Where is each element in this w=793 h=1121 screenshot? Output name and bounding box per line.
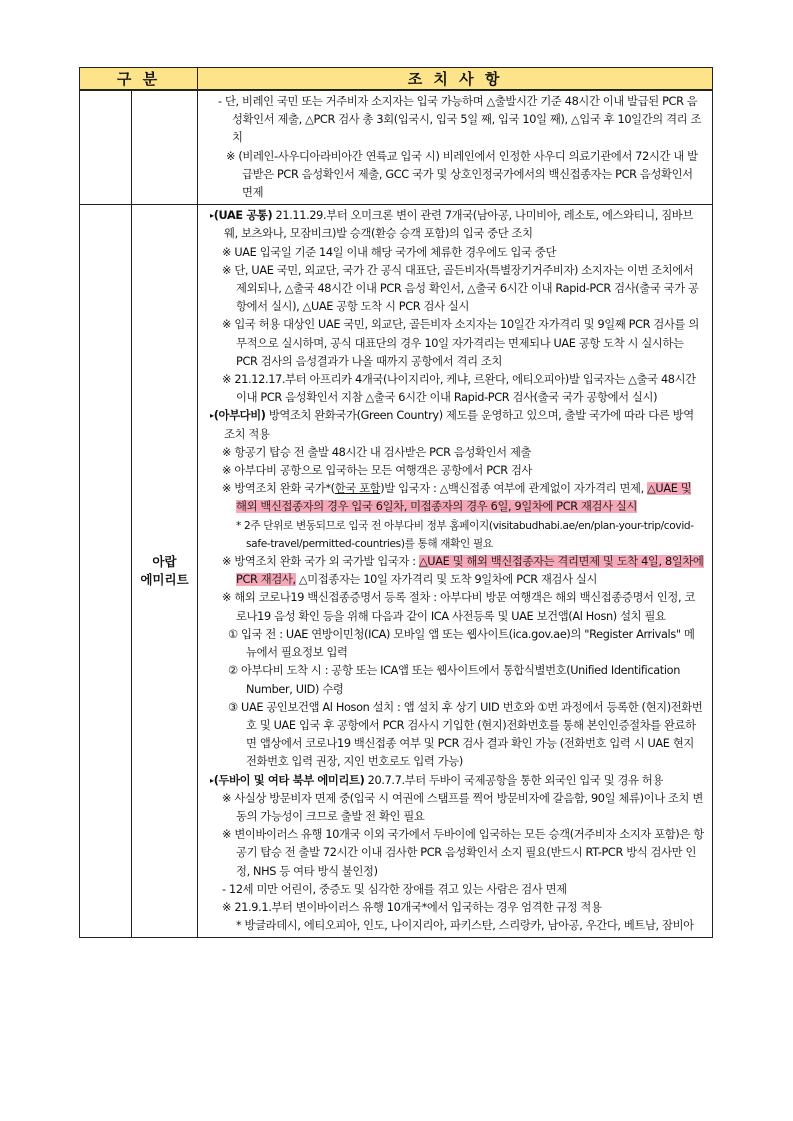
region-cell xyxy=(80,205,132,938)
highlighted-text: △UAE 및 해외 백신접종자는 격리면제 및 도착 4일, 8일차에 PCR 재검사, xyxy=(236,555,704,587)
measures-cell-bahrain xyxy=(198,90,713,205)
section-abudhabi xyxy=(206,407,704,443)
list-item: - 단, 비레인 국민 또는 거주비자 소지자는 입국 가능하며 △출발시간 기준 48시간 이내 발급된 PCR 음성확인서 제출, △PCR 검사 총 3회(입국시, 입국 5일 째, 입국 10일 째), △입국 후 10일간의 격리 조치 xyxy=(218,95,702,145)
text-run: )발 입국자 : △백신접종 여부에 관계없이 자가격리 면제, xyxy=(380,482,648,496)
list-item: ※ 해외 코로나19 백신접종증명서 등록 절차 : 아부다비 방문 여행객은 해외 백신접종증명서 인정, 코로나19 음성 확인 등을 위해 다음과 같이 ICA 사전등록 및 UAE 보건앱(Al Hosn) 설치 필요 xyxy=(222,591,696,623)
step-item: ③ UAE 공인보건앱 Al Hoson 설치 : 앱 설치 후 상기 UID 번호와 ①번 과정에서 등록한 (현지)전화번호 및 UAE 입국 후 공항에서 PCR 검사시 기입한 (현지)전화번호를 통해 본인인증절차를 완료하면 앱상에서 코로나19 백신접종 여부 및 PCR 검사 결과 확인 가능 (전화번호 입력 시 UAE 현지 전화번호 입력 권장, 지인 번호로도 입력 가능) xyxy=(228,700,703,769)
section-title: (UAE 공통) xyxy=(213,209,273,223)
section-title: (아부다비) xyxy=(213,409,266,423)
list-item: ※ 21.9.1.부터 변이바이러스 유행 10개국*에서 입국하는 경우 엄격한 규정 적용 xyxy=(222,900,602,914)
page xyxy=(79,67,713,938)
list-item-other-country xyxy=(206,553,704,589)
list-item: ※ 입국 허용 대상인 UAE 국민, 외교단, 골든비자 소지자는 10일간 자가격리 및 9일째 PCR 검사를 의무적으로 실시하며, 공식 대표단의 경우 10일 자가격리는 면제되나 UAE 공항 도착 시 실시하는 PCR 검사의 음성결과가 나올 때까지 공항에서 격리 조치 xyxy=(222,318,699,368)
highlighted-text: △UAE 및 해외 백신접종자의 경우 입국 6일차, 미접종자의 경우 6일, 9일차에 PCR 재검사 실시 xyxy=(236,482,692,514)
section-dubai xyxy=(206,772,704,790)
country-cell-bahrain xyxy=(132,90,198,205)
footnote: * 2주 단위로 변동되므로 입국 전 아부다비 정부 홈페이지(visitabudhabi.ae/en/plan-your-trip/covid-safe-travel/permitted-countries)를 통해 재확인 필요 xyxy=(236,519,694,550)
section-text: 21.11.29.부터 오미크론 변이 관련 7개국(남아공, 나미비아, 레소토, 에스와티니, 짐바브웨, 보츠와나, 모잠비크)발 승객(환승 승객 포함)의 입국 중단 조치 xyxy=(224,209,693,241)
list-item: ※ 단, UAE 국민, 외교단, 국가 간 공식 대표단, 골든비자(특별장기거주비자) 소지자는 이번 조치에서 제외되나, △출국 48시간 이내 PCR 음성 확인서, △출국 6시간 이내 Rapid-PCR 검사(출국 국가 공항에서 실시), △UAE 공항 도착 시 PCR 검사 실시 xyxy=(222,263,699,314)
text-run: ※ 방역조치 완화 국가 외 국가발 입국자 : xyxy=(222,555,419,569)
section-uae-common xyxy=(206,207,704,243)
list-item: ※ 21.12.17.부터 아프리카 4개국(나이지리아, 케냐, 르완다, 에티오피아)발 입국자는 △출국 48시간 이내 PCR 음성확인서 지참 △출국 6시간 이내 Rapid-PCR 검사(출국 국가 공항에서 실시) xyxy=(222,373,696,405)
country-name-line1: 아랍 xyxy=(152,554,177,570)
measures-table xyxy=(79,67,713,938)
table-header-row xyxy=(80,68,713,91)
country-cell-uae xyxy=(132,205,198,938)
small-triangle-icon: ▸ xyxy=(210,211,214,221)
table-row-bahrain xyxy=(80,90,713,205)
list-item: ※ 항공기 탑승 전 출발 48시간 내 검사받은 PCR 음성확인서 제출 xyxy=(222,445,532,459)
step-item: ② 아부다비 도착 시 : 공항 또는 ICA앱 또는 웹사이트에서 통합식별번호(Unified Identification Number, UID) 수령 xyxy=(228,664,681,696)
list-item: ※ UAE 입국일 기준 14일 이내 해당 국가에 체류한 경우에도 입국 중단 xyxy=(222,245,557,259)
small-triangle-icon: ▸ xyxy=(210,775,214,785)
measures-cell-uae xyxy=(198,205,713,938)
text-run: △미접종자는 10일 자가격리 및 도착 9일차에 PCR 재검사 실시 xyxy=(295,573,598,587)
region-cell xyxy=(80,90,132,205)
header-measures: 조 치 사 항 xyxy=(198,68,713,91)
section-text: 20.7.7.부터 두바이 국제공항을 통한 외국인 입국 및 경유 허용 xyxy=(364,773,664,787)
small-triangle-icon: ▸ xyxy=(210,411,214,421)
list-item-green-country xyxy=(206,480,704,516)
text-run: ※ 방역조치 완화 국가*( xyxy=(222,482,335,496)
list-item: ※ 변이바이러스 유행 10개국 이외 국가에서 두바이에 입국하는 모든 승객(거주비자 소지자 포함)은 항공기 탑승 전 출발 72시간 이내 검사한 PCR 음성확인서 소지 필요(반드시 RT-PCR 방식 검사만 인정, NHS 등 여타 방식 불인정) xyxy=(222,828,704,878)
list-item: ※ 아부다비 공항으로 입국하는 모든 여행객은 공항에서 PCR 검사 xyxy=(222,464,533,478)
header-category: 구 분 xyxy=(80,68,198,91)
step-item: ① 입국 전 : UAE 연방이민청(ICA) 모바일 앱 또는 웹사이트(ica.gov.ae)의 "Register Arrivals" 메뉴에서 필요정보 입력 xyxy=(228,627,695,660)
list-item: ※ (비레인-사우디아라비아간 연륙교 입국 시) 비레인에서 인정한 사우디 의료기관에서 72시간 내 발급받은 PCR 음성확인서 제출, GCC 국가 및 상호인정국가에서의 백신접종자는 PCR 음성확인서 면제 xyxy=(226,149,698,200)
section-title: (두바이 및 여타 북부 에미리트) xyxy=(213,773,365,787)
section-text: 방역조치 완화국가(Green Country) 제도를 운영하고 있으며, 출발 국가에 따라 다른 방역조치 적용 xyxy=(224,409,694,441)
text-run-underlined: 한국 포함 xyxy=(334,482,381,496)
list-item: ※ 사실상 방문비자 면제 중(입국 시 여권에 스탬프를 찍어 방문비자에 갈음함, 90일 체류)이나 조치 변동의 가능성이 크므로 출발 전 확인 필요 xyxy=(222,791,703,823)
country-name-line2: 에미리트 xyxy=(140,572,189,588)
table-row-uae xyxy=(80,205,713,938)
list-item: - 12세 미만 어린이, 중증도 및 심각한 장애를 겪고 있는 사람은 검사 면제 xyxy=(222,882,567,896)
footnote: * 방글라데시, 에티오피아, 인도, 나이지리아, 파키스탄, 스리랑카, 남아공, 우간다, 베트남, 잠비아 xyxy=(236,919,694,933)
